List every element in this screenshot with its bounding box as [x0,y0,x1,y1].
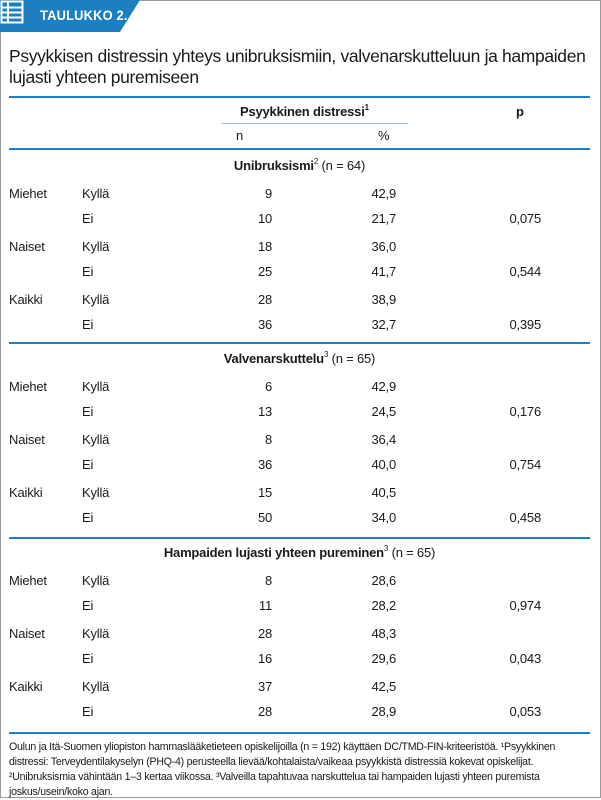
table-footnote: Oulun ja Itä-Suomen yliopiston hammaslääketieteen opiskelijoilla (n = 192) käyttäen DC/TMD-FIN-kriteeristöä. ¹Psyykkinen distressi: Terveydentilakyselyn (PHQ-4) perusteella lievää/kohtalaista/vaikeaa psyykkistä distressiä kokevat opiskelijat. ²Unibruksismia vähintään 1–3 kertaa viikossa. ³Valveilla tapahtuvaa narskuttelua tai hampaiden lujasti yhteen puremista joskus/usein/koko ajan. [9,741,556,798]
answer-cell: Kyllä [82,626,110,641]
answer-cell: Kyllä [82,485,110,500]
table-bottom-rule [9,732,590,734]
p-value-cell: 0,754 [509,457,541,472]
n-cell: 10 [257,211,272,226]
section-count: (n = 64) [321,158,366,173]
n-cell: 28 [257,704,272,719]
n-cell: 8 [264,573,272,588]
percent-column-header: % [378,128,390,143]
answer-cell: Kyllä [82,679,110,694]
percent-cell: 40,5 [371,485,396,500]
percent-cell: 42,9 [371,379,396,394]
percent-cell: 41,7 [371,264,396,279]
group-label: Naiset [9,432,45,447]
answer-cell: Kyllä [82,239,110,254]
answer-cell: Ei [82,211,94,226]
percent-cell: 40,0 [371,457,396,472]
column-group-header [240,104,369,120]
answer-cell: Ei [82,317,94,332]
section-title [9,545,590,561]
answer-cell: Ei [82,510,94,525]
section-title [9,351,590,367]
table-icon [0,0,24,24]
section-divider [9,537,590,539]
p-value-cell: 0,544 [509,264,541,279]
answer-cell: Kyllä [82,379,110,394]
n-cell: 28 [257,626,272,641]
group-label: Kaikki [9,679,43,694]
group-header-sup: 1 [364,102,369,112]
p-value-cell: 0,974 [509,598,541,613]
n-cell: 16 [257,651,272,666]
group-label: Naiset [9,626,45,641]
percent-cell: 42,9 [371,186,396,201]
header-rule-bottom [9,148,590,150]
p-value-cell: 0,395 [509,317,541,332]
section-title-sup: 2 [313,156,319,166]
percent-cell: 38,9 [371,292,396,307]
n-cell: 6 [264,379,272,394]
answer-cell: Ei [82,704,94,719]
n-cell: 25 [257,264,272,279]
percent-cell: 28,2 [371,598,396,613]
n-cell: 9 [264,186,272,201]
percent-cell: 48,3 [371,626,396,641]
percent-cell: 24,5 [371,404,396,419]
section-title-sup: 3 [323,349,329,359]
n-cell: 50 [257,510,272,525]
n-cell: 37 [257,679,272,694]
section-title-text: Valvenarskuttelu [223,351,324,366]
answer-cell: Kyllä [82,292,110,307]
section-title [9,158,590,174]
section-divider [9,342,590,344]
group-header-underline [222,123,408,124]
n-cell: 18 [257,239,272,254]
p-value-cell: 0,043 [509,651,541,666]
group-label: Kaikki [9,485,43,500]
n-column-header: n [236,128,244,143]
answer-cell: Kyllä [82,186,110,201]
answer-cell: Ei [82,457,94,472]
percent-cell: 36,4 [371,432,396,447]
n-cell: 36 [257,317,272,332]
section-count: (n = 65) [391,545,436,560]
group-label: Kaikki [9,292,43,307]
p-value-cell: 0,176 [509,404,541,419]
n-cell: 13 [257,404,272,419]
percent-cell: 28,6 [371,573,396,588]
p-value-cell: 0,075 [509,211,541,226]
n-cell: 36 [257,457,272,472]
n-cell: 15 [257,485,272,500]
section-title-text: Unibruksismi [233,158,314,173]
section-title-text: Hampaiden lujasti yhteen pureminen [163,545,384,560]
table-number-label: TAULUKKO 2. [40,7,128,23]
percent-cell: 32,7 [371,317,396,332]
answer-cell: Ei [82,598,94,613]
section-title-sup: 3 [383,543,389,553]
n-cell: 11 [258,598,272,613]
p-value-cell: 0,458 [509,510,541,525]
group-label: Miehet [9,573,47,588]
section-count: (n = 65) [331,351,376,366]
table-title: Psyykkisen distressin yhteys unibruksismiin, valvenarskutteluun ja hampaiden lujasti yhteen puremiseen [9,46,586,87]
p-value-cell: 0,053 [509,704,541,719]
group-label: Miehet [9,379,47,394]
percent-cell: 34,0 [371,510,396,525]
percent-cell: 29,6 [371,651,396,666]
n-cell: 8 [264,432,272,447]
group-header-text: Psyykkinen distressi [240,104,365,119]
p-column-header: p [516,104,524,119]
table-tab-header [0,0,140,32]
answer-cell: Kyllä [82,432,110,447]
group-label: Naiset [9,239,45,254]
answer-cell: Ei [82,651,94,666]
percent-cell: 36,0 [371,239,396,254]
answer-cell: Kyllä [82,573,110,588]
percent-cell: 21,7 [371,211,396,226]
answer-cell: Ei [82,264,94,279]
n-cell: 28 [257,292,272,307]
percent-cell: 42,5 [371,679,396,694]
percent-cell: 28,9 [371,704,396,719]
answer-cell: Ei [82,404,94,419]
header-rule-top [9,96,590,98]
group-label: Miehet [9,186,47,201]
